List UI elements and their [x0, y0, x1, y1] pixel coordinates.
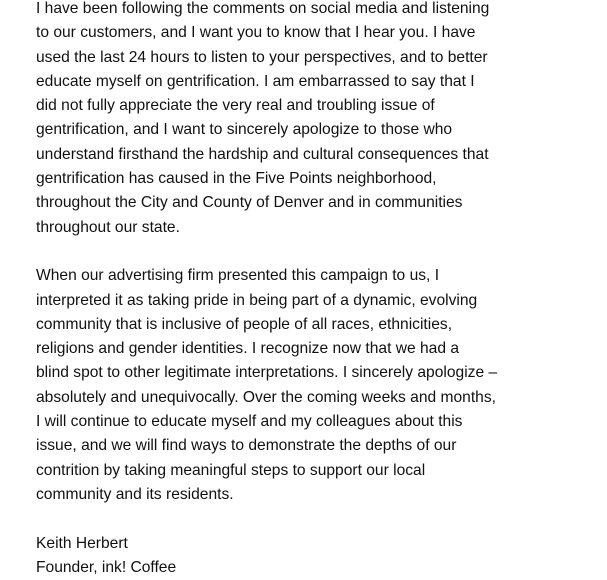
text-line: throughout our state. — [36, 218, 180, 236]
paragraph-apology — [36, 264, 596, 507]
signature-name: Keith Herbert — [36, 534, 128, 552]
text-line: I will continue to educate myself and my colleagues about this — [36, 413, 463, 431]
text-line: gentrification, and I want to sincerely apologize to those who — [36, 121, 453, 139]
text-line: community and its residents. — [36, 485, 234, 503]
text-line: contrition by taking meaningful steps to support our local — [36, 461, 426, 479]
paragraph-spacer — [36, 240, 596, 264]
text-line: interpreted it as taking pride in being part of a dynamic, evolving — [36, 291, 478, 309]
text-line: community that is inclusive of people of all races, ethnicities, — [36, 315, 453, 333]
text-line: issue, and we will find ways to demonstrate the depths of our — [36, 437, 457, 455]
paragraph-acknowledgement — [36, 0, 596, 240]
text-line: I have been following the comments on social media and listening — [36, 0, 490, 17]
text-line: understand firsthand the hardship and cultural consequences that — [36, 145, 489, 163]
text-line: educate myself on gentrification. I am embarrassed to say that I — [36, 72, 475, 90]
text-line: did not fully appreciate the very real and troubling issue of — [36, 97, 435, 115]
text-line: throughout the City and County of Denver and in communities — [36, 194, 463, 212]
text-line: gentrification has caused in the Five Points neighborhood, — [36, 170, 437, 188]
apology-statement — [36, 0, 596, 580]
text-line: When our advertising firm presented this campaign to us, I — [36, 267, 440, 285]
text-line: to our customers, and I want you to know that I hear you. I have — [36, 24, 476, 42]
text-line: absolutely and unequivocally. Over the coming weeks and months, — [36, 388, 496, 406]
text-line: religions and gender identities. I recognize now that we had a — [36, 340, 460, 358]
signature-block — [36, 532, 596, 580]
text-line: blind spot to other legitimate interpretations. I sincerely apologize – — [36, 364, 498, 382]
text-line: used the last 24 hours to listen to your perspectives, and to better — [36, 48, 488, 66]
paragraph-spacer — [36, 507, 596, 531]
signature-title: Founder, ink! Coffee — [36, 558, 177, 576]
